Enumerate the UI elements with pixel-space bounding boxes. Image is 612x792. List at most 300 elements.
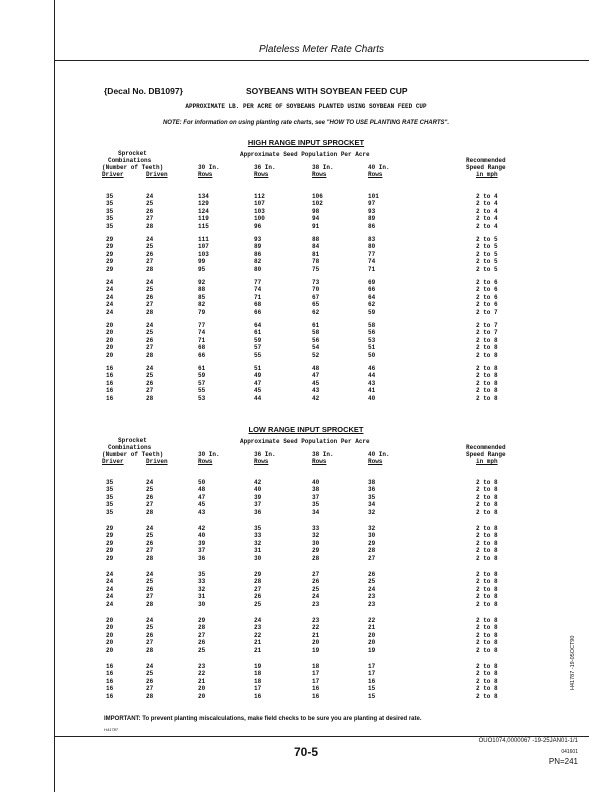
- driver-cell: 20: [106, 631, 114, 639]
- rows-36-cell: 21: [254, 646, 262, 654]
- rows-38-cell: 21: [312, 631, 320, 639]
- rows-40-cell: 30: [368, 532, 376, 540]
- driven-cell: 25: [146, 286, 154, 294]
- driven-cell: 27: [146, 547, 154, 555]
- footer-pn: PN=241: [548, 757, 578, 766]
- speed-range-cell: 2 to 8: [476, 685, 498, 693]
- speed-range-cell: 2 to 4: [476, 215, 498, 223]
- speed-range-cell: 2 to 8: [476, 639, 498, 647]
- rows-30-cell: 71: [198, 336, 206, 344]
- driver-cell: 29: [106, 532, 114, 540]
- rows-38-cell: 78: [312, 258, 320, 266]
- rows-40-cell: 29: [368, 539, 376, 547]
- rows-30-cell: 124: [198, 207, 209, 215]
- driven-cell: 24: [146, 525, 154, 532]
- rows-40-cell: 28: [368, 547, 376, 555]
- rows-38-cell: 91: [312, 222, 320, 230]
- rows-30-cell: 43: [198, 508, 206, 516]
- header-sprocket: Sprocket: [118, 437, 147, 444]
- rows-30-cell: 99: [198, 258, 206, 266]
- header-divider: [54, 60, 589, 61]
- speed-range-cell: 2 to 8: [476, 486, 498, 494]
- margin-rule: [54, 0, 55, 792]
- driver-cell: 35: [106, 222, 114, 230]
- driver-cell: 20: [106, 617, 114, 624]
- rows-40-cell: 38: [368, 479, 376, 486]
- rows-40-cell: 64: [368, 293, 376, 301]
- speed-range-cell: 2 to 8: [476, 532, 498, 540]
- rows-36-cell: 68: [254, 301, 262, 309]
- header-number-of-teeth: (Number of Teeth): [102, 164, 164, 171]
- driver-cell: 29: [106, 539, 114, 547]
- driver-cell: 29: [106, 243, 114, 251]
- rows-30-cell: 55: [198, 387, 206, 395]
- driven-cell: 24: [146, 571, 154, 578]
- driver-cell: 29: [106, 265, 114, 273]
- driver-cell: 35: [106, 193, 114, 200]
- rows-30-cell: 88: [198, 286, 206, 294]
- rows-38-cell: 58: [312, 329, 320, 337]
- header-combinations: Combinations: [108, 157, 152, 164]
- speed-range-cell: 2 to 8: [476, 525, 498, 532]
- header-approx-population: Approximate Seed Population Per Acre: [240, 151, 370, 158]
- rows-30-cell: 42: [198, 525, 206, 532]
- driven-cell: 27: [146, 501, 154, 509]
- rows-38-cell: 29: [312, 547, 320, 555]
- rows-40-cell: 19: [368, 646, 376, 654]
- rows-40-cell: 77: [368, 250, 376, 258]
- driven-cell: 25: [146, 670, 154, 678]
- rows-38-cell: 45: [312, 379, 320, 387]
- header-30-in: 30 In.: [198, 164, 220, 171]
- speed-range-cell: 2 to 8: [476, 631, 498, 639]
- rows-38-cell: 19: [312, 646, 320, 654]
- speed-range-cell: 2 to 8: [476, 508, 498, 516]
- rows-38-cell: 54: [312, 344, 320, 352]
- rows-30-cell: 57: [198, 379, 206, 387]
- rows-30-cell: 82: [198, 301, 206, 309]
- driven-cell: 27: [146, 215, 154, 223]
- driver-cell: 35: [106, 215, 114, 223]
- driven-cell: 26: [146, 207, 154, 215]
- driven-cell: 28: [146, 554, 154, 562]
- driven-cell: 24: [146, 322, 154, 329]
- rows-36-cell: 49: [254, 372, 262, 380]
- header-36-in: 36 In.: [254, 451, 276, 458]
- driver-cell: 16: [106, 677, 114, 685]
- rows-36-cell: 100: [254, 215, 265, 223]
- rows-30-cell: 28: [198, 624, 206, 632]
- driver-cell: 29: [106, 236, 114, 243]
- chart-subtitle: APPROXIMATE LB. PER ACRE OF SOYBEANS PLANTED USING SOYBEAN FEED CUP: [185, 103, 427, 110]
- rows-36-cell: 26: [254, 593, 262, 601]
- rows-30-cell: 39: [198, 539, 206, 547]
- rows-38-cell: 16: [312, 692, 320, 700]
- rows-40-cell: 22: [368, 617, 376, 624]
- rows-36-cell: 103: [254, 207, 265, 215]
- rows-38-cell: 52: [312, 351, 320, 359]
- rows-36-cell: 55: [254, 351, 262, 359]
- speed-range-cell: 2 to 8: [476, 663, 498, 670]
- driver-cell: 20: [106, 351, 114, 359]
- driven-cell: 27: [146, 685, 154, 693]
- driven-cell: 25: [146, 243, 154, 251]
- rows-40-cell: 83: [368, 236, 376, 243]
- driven-cell: 26: [146, 493, 154, 501]
- header-rows-40: Rows: [368, 458, 383, 465]
- header-number-of-teeth: (Number of Teeth): [102, 451, 164, 458]
- driver-cell: 20: [106, 329, 114, 337]
- rows-40-cell: 101: [368, 193, 379, 200]
- rows-40-cell: 93: [368, 207, 376, 215]
- rows-30-cell: 48: [198, 486, 206, 494]
- driven-cell: 26: [146, 379, 154, 387]
- rows-38-cell: 37: [312, 493, 320, 501]
- rows-40-cell: 86: [368, 222, 376, 230]
- driven-cell: 24: [146, 365, 154, 372]
- driver-cell: 16: [106, 692, 114, 700]
- driver-cell: 20: [106, 624, 114, 632]
- rows-38-cell: 98: [312, 207, 320, 215]
- rows-40-cell: 24: [368, 585, 376, 593]
- driven-cell: 26: [146, 250, 154, 258]
- rows-38-cell: 42: [312, 394, 320, 402]
- driven-cell: 28: [146, 222, 154, 230]
- driven-cell: 25: [146, 486, 154, 494]
- rows-30-cell: 26: [198, 639, 206, 647]
- rows-40-cell: 50: [368, 351, 376, 359]
- rows-36-cell: 45: [254, 387, 262, 395]
- rows-38-cell: 61: [312, 322, 320, 329]
- rows-36-cell: 59: [254, 336, 262, 344]
- driver-cell: 16: [106, 685, 114, 693]
- rows-40-cell: 66: [368, 286, 376, 294]
- rows-36-cell: 96: [254, 222, 262, 230]
- driver-cell: 16: [106, 670, 114, 678]
- rows-38-cell: 32: [312, 532, 320, 540]
- rows-30-cell: 31: [198, 593, 206, 601]
- header-rows-30: Rows: [198, 458, 213, 465]
- driver-cell: 20: [106, 646, 114, 654]
- driver-cell: 35: [106, 501, 114, 509]
- header-approx-population: Approximate Seed Population Per Acre: [240, 438, 370, 445]
- rows-30-cell: 53: [198, 394, 206, 402]
- rows-38-cell: 38: [312, 486, 320, 494]
- speed-range-cell: 2 to 8: [476, 479, 498, 486]
- rows-40-cell: 53: [368, 336, 376, 344]
- driver-cell: 16: [106, 387, 114, 395]
- rows-36-cell: 74: [254, 286, 262, 294]
- speed-range-cell: 2 to 8: [476, 336, 498, 344]
- header-rows-30: Rows: [198, 171, 213, 178]
- rows-36-cell: 22: [254, 631, 262, 639]
- rows-38-cell: 35: [312, 501, 320, 509]
- speed-range-cell: 2 to 8: [476, 379, 498, 387]
- driven-cell: 24: [146, 479, 154, 486]
- rows-38-cell: 102: [312, 200, 323, 208]
- rows-38-cell: 16: [312, 685, 320, 693]
- driven-cell: 26: [146, 336, 154, 344]
- speed-range-cell: 2 to 8: [476, 593, 498, 601]
- rows-30-cell: 107: [198, 243, 209, 251]
- speed-range-cell: 2 to 8: [476, 554, 498, 562]
- rows-36-cell: 61: [254, 329, 262, 337]
- rows-36-cell: 19: [254, 663, 262, 670]
- speed-range-cell: 2 to 8: [476, 578, 498, 586]
- rows-38-cell: 22: [312, 624, 320, 632]
- driver-cell: 16: [106, 365, 114, 372]
- speed-range-cell: 2 to 8: [476, 571, 498, 578]
- driven-cell: 28: [146, 265, 154, 273]
- driver-cell: 24: [106, 286, 114, 294]
- header-driver: Driver: [102, 458, 124, 465]
- speed-range-cell: 2 to 5: [476, 250, 498, 258]
- section-title-high-range: HIGH RANGE INPUT SPROCKET: [247, 138, 365, 147]
- rows-40-cell: 51: [368, 344, 376, 352]
- rows-30-cell: 92: [198, 279, 206, 286]
- rows-30-cell: 61: [198, 365, 206, 372]
- rows-36-cell: 21: [254, 639, 262, 647]
- driven-cell: 26: [146, 539, 154, 547]
- driven-cell: 28: [146, 351, 154, 359]
- rows-40-cell: 97: [368, 200, 376, 208]
- header-sprocket: Sprocket: [118, 150, 147, 157]
- header-36-in: 36 In.: [254, 164, 276, 171]
- driver-cell: 24: [106, 593, 114, 601]
- header-driver: Driver: [102, 171, 124, 178]
- speed-range-cell: 2 to 7: [476, 322, 498, 329]
- rows-40-cell: 74: [368, 258, 376, 266]
- rows-36-cell: 40: [254, 486, 262, 494]
- driven-cell: 28: [146, 394, 154, 402]
- speed-range-cell: 2 to 8: [476, 677, 498, 685]
- rows-40-cell: 71: [368, 265, 376, 273]
- speed-range-cell: 2 to 5: [476, 265, 498, 273]
- speed-range-cell: 2 to 8: [476, 387, 498, 395]
- speed-range-cell: 2 to 6: [476, 286, 498, 294]
- rows-38-cell: 23: [312, 617, 320, 624]
- rows-36-cell: 89: [254, 243, 262, 251]
- rows-40-cell: 25: [368, 578, 376, 586]
- driver-cell: 16: [106, 394, 114, 402]
- rows-38-cell: 27: [312, 571, 320, 578]
- chart-title: SOYBEANS WITH SOYBEAN FEED CUP: [246, 86, 408, 96]
- speed-range-cell: 2 to 4: [476, 200, 498, 208]
- rows-40-cell: 15: [368, 685, 376, 693]
- rows-36-cell: 80: [254, 265, 262, 273]
- rows-40-cell: 32: [368, 525, 376, 532]
- rows-40-cell: 44: [368, 372, 376, 380]
- driven-cell: 24: [146, 236, 154, 243]
- header-rows-38: Rows: [312, 458, 327, 465]
- driver-cell: 24: [106, 308, 114, 316]
- speed-range-cell: 2 to 6: [476, 293, 498, 301]
- rows-30-cell: 119: [198, 215, 209, 223]
- driven-cell: 28: [146, 692, 154, 700]
- speed-range-cell: 2 to 8: [476, 624, 498, 632]
- header-recommended: Recommended: [466, 157, 506, 164]
- speed-range-cell: 2 to 8: [476, 501, 498, 509]
- rows-36-cell: 64: [254, 322, 262, 329]
- rows-40-cell: 23: [368, 600, 376, 608]
- driven-cell: 25: [146, 372, 154, 380]
- rows-36-cell: 66: [254, 308, 262, 316]
- speed-range-cell: 2 to 4: [476, 207, 498, 215]
- rows-30-cell: 115: [198, 222, 209, 230]
- speed-range-cell: 2 to 4: [476, 222, 498, 230]
- rows-36-cell: 77: [254, 279, 262, 286]
- rows-30-cell: 29: [198, 617, 206, 624]
- rows-30-cell: 35: [198, 571, 206, 578]
- header-38-in: 38 In.: [312, 451, 334, 458]
- rows-30-cell: 25: [198, 646, 206, 654]
- speed-range-cell: 2 to 8: [476, 344, 498, 352]
- header-in-mph: in mph: [476, 171, 498, 178]
- rows-30-cell: 20: [198, 692, 206, 700]
- rows-30-cell: 40: [198, 532, 206, 540]
- rows-36-cell: 107: [254, 200, 265, 208]
- rows-40-cell: 56: [368, 329, 376, 337]
- rows-38-cell: 18: [312, 663, 320, 670]
- rows-38-cell: 65: [312, 301, 320, 309]
- driven-cell: 27: [146, 387, 154, 395]
- rows-30-cell: 23: [198, 663, 206, 670]
- rows-40-cell: 41: [368, 387, 376, 395]
- speed-range-cell: 2 to 5: [476, 236, 498, 243]
- important-notice: IMPORTANT: To prevent planting miscalculations, make field checks to be sure you are planting at desired rate.: [104, 716, 422, 722]
- driven-cell: 28: [146, 508, 154, 516]
- speed-range-cell: 2 to 8: [476, 670, 498, 678]
- rows-36-cell: 32: [254, 539, 262, 547]
- header-speed-range: Speed Range: [466, 451, 506, 458]
- rows-40-cell: 17: [368, 663, 376, 670]
- header-38-in: 38 In.: [312, 164, 334, 171]
- rows-36-cell: 71: [254, 293, 262, 301]
- rows-30-cell: 111: [198, 236, 209, 243]
- rows-40-cell: 59: [368, 308, 376, 316]
- speed-range-cell: 2 to 7: [476, 308, 498, 316]
- rows-38-cell: 88: [312, 236, 320, 243]
- rows-36-cell: 25: [254, 600, 262, 608]
- driven-cell: 25: [146, 624, 154, 632]
- rows-30-cell: 103: [198, 250, 209, 258]
- speed-range-cell: 2 to 7: [476, 329, 498, 337]
- rows-36-cell: 86: [254, 250, 262, 258]
- rows-40-cell: 62: [368, 301, 376, 309]
- rows-30-cell: 37: [198, 547, 206, 555]
- rows-40-cell: 40: [368, 394, 376, 402]
- rows-30-cell: 50: [198, 479, 206, 486]
- rows-40-cell: 20: [368, 631, 376, 639]
- speed-range-cell: 2 to 8: [476, 547, 498, 555]
- driven-cell: 28: [146, 308, 154, 316]
- driver-cell: 16: [106, 663, 114, 670]
- rows-40-cell: 36: [368, 486, 376, 494]
- rows-38-cell: 17: [312, 677, 320, 685]
- rows-30-cell: 95: [198, 265, 206, 273]
- footer-reference: OUO1074,0000067 -19-25JAN01-1/1: [478, 738, 578, 744]
- driver-cell: 24: [106, 578, 114, 586]
- side-label: H41787 -19-05OCT90: [570, 635, 576, 690]
- driver-cell: 29: [106, 554, 114, 562]
- driven-cell: 27: [146, 258, 154, 266]
- driven-cell: 28: [146, 646, 154, 654]
- driven-cell: 25: [146, 329, 154, 337]
- speed-range-cell: 2 to 4: [476, 193, 498, 200]
- decal-number: {Decal No. DB1097}: [104, 86, 183, 96]
- rows-30-cell: 129: [198, 200, 209, 208]
- driver-cell: 24: [106, 585, 114, 593]
- rows-38-cell: 47: [312, 372, 320, 380]
- rows-30-cell: 20: [198, 685, 206, 693]
- rows-40-cell: 89: [368, 215, 376, 223]
- driven-cell: 25: [146, 578, 154, 586]
- driver-cell: 29: [106, 525, 114, 532]
- rows-38-cell: 25: [312, 585, 320, 593]
- driver-cell: 16: [106, 372, 114, 380]
- speed-range-cell: 2 to 8: [476, 585, 498, 593]
- header-rows-36: Rows: [254, 458, 269, 465]
- rows-36-cell: 42: [254, 479, 262, 486]
- driven-cell: 25: [146, 200, 154, 208]
- rows-38-cell: 75: [312, 265, 320, 273]
- rows-36-cell: 17: [254, 685, 262, 693]
- header-rows-36: Rows: [254, 171, 269, 178]
- rows-36-cell: 18: [254, 670, 262, 678]
- rows-36-cell: 23: [254, 624, 262, 632]
- header-40-in: 40 In.: [368, 164, 390, 171]
- rows-30-cell: 74: [198, 329, 206, 337]
- driver-cell: 16: [106, 379, 114, 387]
- rows-38-cell: 73: [312, 279, 320, 286]
- rows-30-cell: 45: [198, 501, 206, 509]
- chart-note: NOTE: For information on using planting rate charts, see "HOW TO USE PLANTING RATE CHARTS".: [162, 120, 450, 126]
- driven-cell: 26: [146, 631, 154, 639]
- rows-30-cell: 36: [198, 554, 206, 562]
- rows-38-cell: 81: [312, 250, 320, 258]
- driven-cell: 25: [146, 532, 154, 540]
- header-rows-40: Rows: [368, 171, 383, 178]
- rows-40-cell: 32: [368, 508, 376, 516]
- speed-range-cell: 2 to 8: [476, 493, 498, 501]
- header-driven: Driven: [146, 458, 168, 465]
- rows-40-cell: 21: [368, 624, 376, 632]
- driven-cell: 26: [146, 293, 154, 301]
- driven-cell: 24: [146, 193, 154, 200]
- driven-cell: 26: [146, 585, 154, 593]
- driven-cell: 27: [146, 639, 154, 647]
- header-speed-range: Speed Range: [466, 164, 506, 171]
- driver-cell: 20: [106, 322, 114, 329]
- driver-cell: 35: [106, 508, 114, 516]
- rows-36-cell: 44: [254, 394, 262, 402]
- rows-30-cell: 21: [198, 677, 206, 685]
- rows-30-cell: 27: [198, 631, 206, 639]
- rows-40-cell: 35: [368, 493, 376, 501]
- rows-36-cell: 27: [254, 585, 262, 593]
- speed-range-cell: 2 to 8: [476, 394, 498, 402]
- header-in-mph: in mph: [476, 458, 498, 465]
- speed-range-cell: 2 to 8: [476, 692, 498, 700]
- rows-40-cell: 27: [368, 554, 376, 562]
- rows-38-cell: 48: [312, 365, 320, 372]
- rows-40-cell: 16: [368, 677, 376, 685]
- header-rows-38: Rows: [312, 171, 327, 178]
- speed-range-cell: 2 to 8: [476, 351, 498, 359]
- rows-38-cell: 106: [312, 193, 323, 200]
- driver-cell: 35: [106, 493, 114, 501]
- driven-cell: 28: [146, 600, 154, 608]
